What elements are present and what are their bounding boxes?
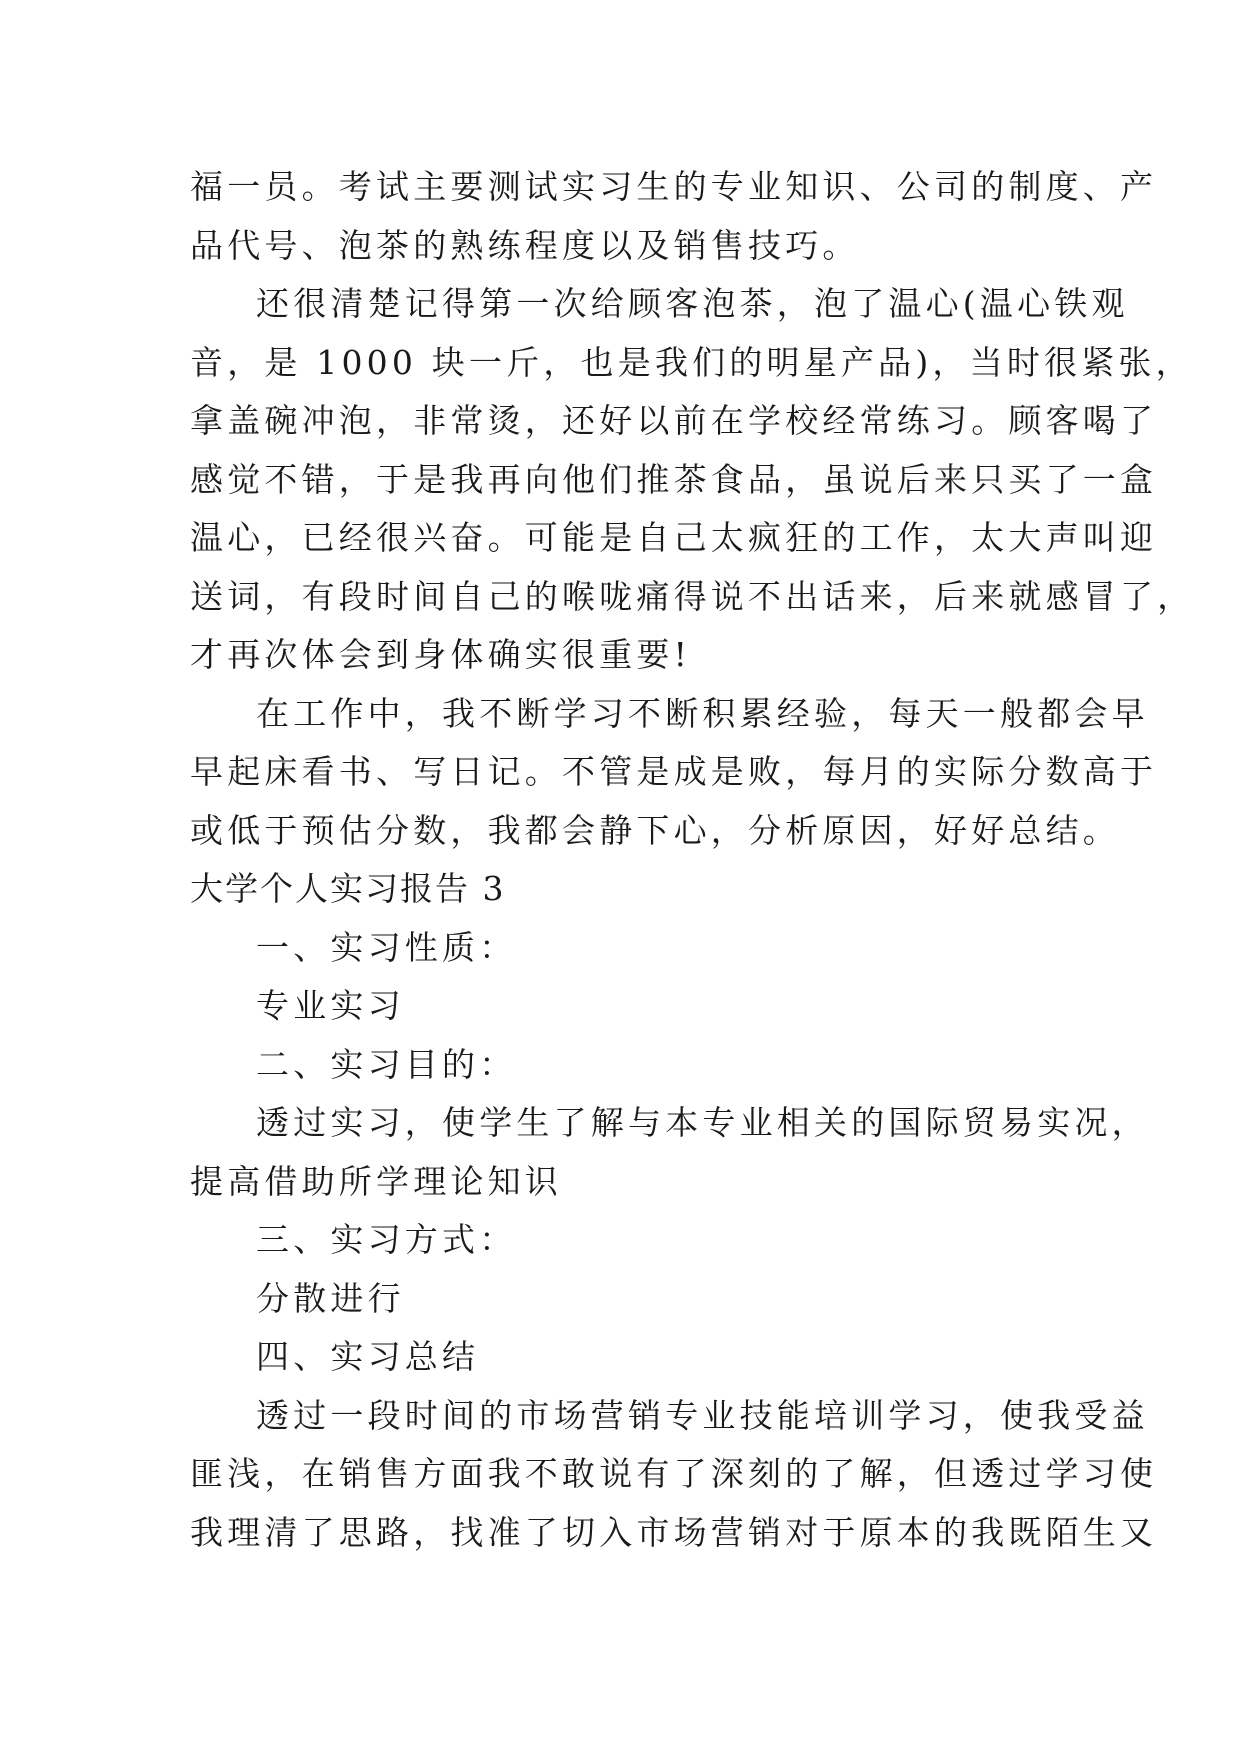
text-line: 温心，已经很兴奋。可能是自己太疯狂的工作，太大声叫迎 xyxy=(190,518,1158,557)
text-line: 感觉不错，于是我再向他们推茶食品，虽说后来只买了一盒 xyxy=(190,459,1158,499)
text-line: 匪浅，在销售方面我不敢说有了深刻的了解，但透过学习使 xyxy=(190,1454,1158,1493)
text-line: 拿盖碗冲泡，非常烫，还好以前在学校经常练习。顾客喝了 xyxy=(190,401,1158,440)
text-line: 分散进行 xyxy=(256,1278,405,1318)
document-page xyxy=(190,158,1195,1562)
paragraph-start-line: 透过实习，使学生了解与本专业相关的国际贸易实况， xyxy=(256,1103,1149,1142)
subsection-heading: 一、实习性质： xyxy=(256,927,517,967)
text-line: 福一员。考试主要测试实习生的专业知识、公司的制度、产 xyxy=(190,167,1158,206)
paragraph-start-line: 透过一段时间的市场营销专业技能培训学习，使我受益 xyxy=(256,1395,1149,1435)
text-line: 音，是 1000 块一斤，也是我们的明星产品)，当时很紧张， xyxy=(190,342,1193,382)
text-line: 品代号、泡茶的熟练程度以及销售技巧。 xyxy=(190,225,860,265)
subsection-heading: 三、实习方式： xyxy=(256,1220,517,1259)
text-line: 才再次体会到身体确实很重要! xyxy=(190,635,692,674)
text-line: 提高借助所学理论知识 xyxy=(190,1161,562,1201)
subsection-heading: 二、实习目的： xyxy=(256,1044,517,1084)
text-line: 专业实习 xyxy=(256,986,405,1025)
subsection-heading: 四、实习总结 xyxy=(256,1337,480,1376)
text-line: 我理清了思路，找准了切入市场营销对于原本的我既陌生又 xyxy=(190,1512,1158,1552)
text-line: 送词，有段时间自己的喉咙痛得说不出话来，后来就感冒了， xyxy=(190,576,1195,616)
text-line: 早起床看书、写日记。不管是成是败，每月的实际分数高于 xyxy=(190,752,1158,791)
section-heading: 大学个人实习报告 3 xyxy=(190,869,506,908)
paragraph-start-line: 还很清楚记得第一次给顾客泡茶，泡了温心(温心铁观 xyxy=(256,284,1129,323)
text-line: 或低于预估分数，我都会静下心，分析原因，好好总结。 xyxy=(190,810,1120,850)
paragraph-start-line: 在工作中，我不断学习不断积累经验，每天一般都会早 xyxy=(256,693,1149,733)
